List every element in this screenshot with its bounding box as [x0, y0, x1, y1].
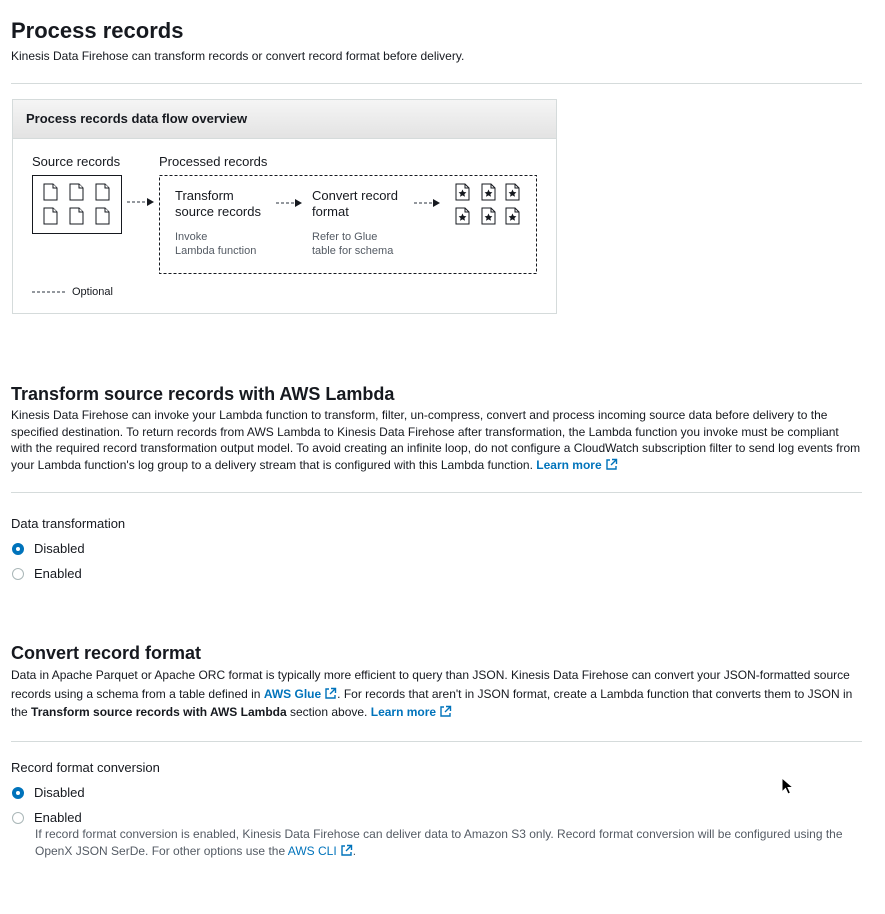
external-link-icon — [340, 844, 353, 857]
starred-document-icon — [506, 208, 519, 224]
convert-section-title: Convert record format — [11, 643, 202, 663]
radio-disabled-checked[interactable] — [12, 543, 24, 555]
source-records-box — [32, 175, 123, 235]
data-transformation-disabled-option[interactable]: Disabled — [12, 541, 85, 556]
document-icon — [70, 208, 83, 224]
divider — [11, 83, 862, 84]
radio-disabled-checked[interactable] — [12, 787, 24, 799]
convert-step-title: Convert record format — [312, 188, 398, 219]
divider — [11, 492, 862, 493]
transform-step-subtitle: Invoke Lambda function — [175, 231, 257, 257]
radio-enabled[interactable] — [12, 812, 24, 824]
source-records-label: Source records — [32, 154, 121, 169]
starred-document-icon — [506, 184, 519, 200]
starred-document-icon — [482, 184, 495, 200]
transform-step-title: Transform source records — [175, 188, 261, 219]
document-icon — [44, 184, 57, 200]
document-icon — [96, 208, 109, 224]
record-format-enabled-hint: If record format conversion is enabled, Kinesis Data Firehose can deliver data to Amazon S3 only. Record format conversion will be configured using the OpenX JSON SerDe. For other options use the AWS CLI . — [35, 827, 843, 858]
external-link-icon — [605, 458, 618, 471]
record-format-enabled-option[interactable]: Enabled — [12, 810, 82, 825]
lambda-section-description: Kinesis Data Firehose can invoke your Lambda function to transform, filter, un-compress, convert and process incoming source data before delivery to the specified destination. To return records from AWS Lambda to Kinesis Data Firehose after transformation, the Lambda function you invoke must be compliant with the required record transformation output model. To avoid creating an infinite loop, do not configure a CloudWatch subscription filter to send log events from your Lambda function's log group to a delivery stream that is configured with this Lambda function. Learn more — [11, 408, 861, 472]
divider — [11, 741, 862, 742]
dashed-arrow-icon — [127, 196, 155, 208]
radio-enabled[interactable] — [12, 568, 24, 580]
aws-cli-link[interactable]: AWS CLI — [288, 844, 353, 858]
record-format-disabled-option[interactable]: Disabled — [12, 785, 85, 800]
convert-learn-more-link[interactable]: Learn more — [371, 705, 452, 719]
optional-legend-label: Optional — [72, 286, 113, 298]
convert-step-subtitle: Refer to Glue table for schema — [312, 231, 394, 257]
dashed-arrow-icon — [276, 197, 304, 209]
dashed-arrow-icon — [414, 197, 442, 209]
converted-records-icons — [452, 181, 524, 229]
convert-section-description: Data in Apache Parquet or Apache ORC format is typically more efficient to query than JSON. Kinesis Data Firehose can convert your JSON-formatted source records using a schema from a table defined in AWS Glue . For records that aren't in JSON format, create a Lambda function that converts them to JSON in the Transform source records with AWS Lambda section above. Learn more — [11, 668, 853, 719]
processed-records-label: Processed records — [159, 154, 268, 169]
document-icon — [44, 208, 57, 224]
optional-legend-line — [32, 288, 68, 296]
page-title: Process records — [11, 18, 184, 43]
lambda-section-title: Transform source records with AWS Lambda — [11, 384, 395, 404]
page-description: Kinesis Data Firehose can transform records or convert record format before delivery. — [11, 49, 465, 63]
external-link-icon — [439, 705, 452, 718]
external-link-icon — [324, 687, 337, 700]
document-icon — [96, 184, 109, 200]
starred-document-icon — [456, 208, 469, 224]
record-format-conversion-label: Record format conversion — [11, 760, 160, 775]
starred-document-icon — [456, 184, 469, 200]
data-transformation-label: Data transformation — [11, 516, 126, 531]
data-transformation-enabled-option[interactable]: Enabled — [12, 566, 82, 581]
cursor-icon — [781, 777, 795, 797]
starred-document-icon — [482, 208, 495, 224]
lambda-section-reference: Transform source records with AWS Lambda — [31, 705, 287, 719]
overview-title: Process records data flow overview — [13, 100, 556, 139]
aws-glue-link[interactable]: AWS Glue — [264, 687, 337, 701]
document-icon — [70, 184, 83, 200]
lambda-learn-more-link[interactable]: Learn more — [536, 458, 617, 472]
